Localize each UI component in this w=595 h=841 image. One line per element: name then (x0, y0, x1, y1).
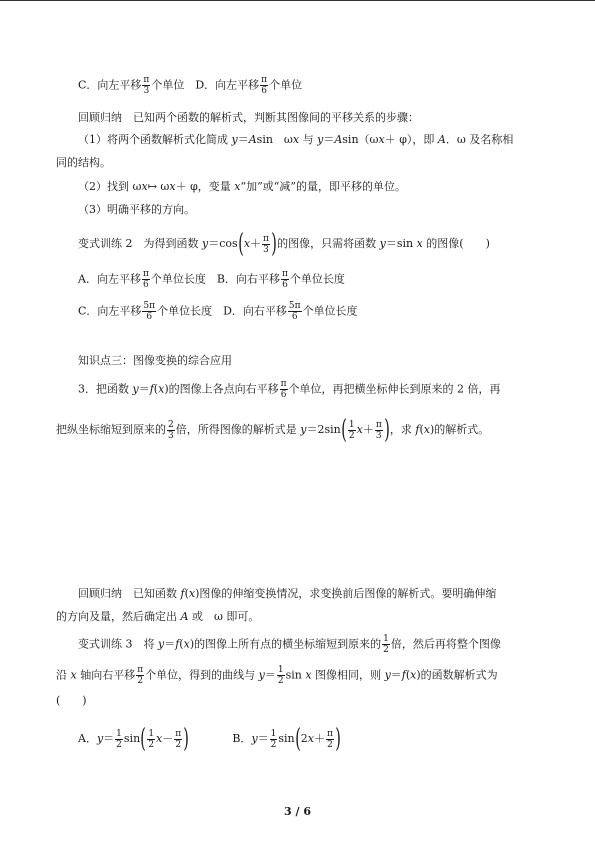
fraction-pi-3: $\frac{\pi}{3}$ (263, 233, 269, 255)
question-3-line-2: 把纵坐标缩短到原来的 $\frac{2}{3}$ 倍，所得图像的解析式是 y＝2sin( $\frac{1}{2}$ x＋ $\frac{\pi}{3}$ )，求 f(x)的解析式。 (56, 415, 490, 445)
variant-2-options-c-d: C．向左平移 $\frac{5\pi}{6}$ 个单位长度 D．向右平移 $\frac{5\pi}{6}$ 个单位长度 (78, 301, 358, 322)
summary-1-step-3: （3）明确平移的方向。 (78, 203, 195, 216)
option-a-text: A．向左平移 (78, 272, 141, 286)
variant-3-answer-blank: ( ) (56, 694, 87, 707)
variant-3-line-1: 变式训练 3 将 y＝f(x)的图像上所有点的横坐标缩短到原来的 $\frac{1}{2}$ 倍，然后再将整个图像 (78, 634, 501, 655)
summary-2-line-2: 的方向及量，然后确定出 A 或 ω 即可。 (56, 610, 260, 623)
summary-1-step-1-cont: 同的结构。 (56, 156, 111, 169)
option-d-text: D．向右平移 (223, 304, 287, 318)
summary-2-line-1: 回顾归纳 已知函数 f(x)图像的伸缩变换情况，求变换前后图像的解析式。要明确伸缩 (78, 587, 497, 600)
option-b-text: B．向右平移 (216, 272, 280, 286)
option-c-text: C．向左平移 (78, 304, 142, 318)
summary-1-step-1: （1）将两个函数解析式化简成 y＝Asin ωx 与 y＝Asin（ωx＋ φ），即 A．ω 及名称相 (78, 133, 514, 146)
variant-2-options-a-b: A．向左平移 $\frac{\pi}{6}$ 个单位长度 B．向右平移 $\frac{\pi}{6}$ 个单位长度 (78, 269, 345, 290)
option-a-text: A． (78, 732, 97, 745)
page-number: 3 / 6 (284, 805, 311, 818)
question-3-line-1: 3．把函数 y＝f(x)的图像上各点向右平移 $\frac{\pi}{6}$ 个单位，再把横坐标伸长到原来的 2 倍，再 (78, 379, 501, 400)
fraction-pi-6: $\frac{\pi}{6}$ (261, 75, 268, 96)
variant-3-line-2: 沿 x 轴向右平移 $\frac{\pi}{2}$ 个单位，得到的曲线与 y＝ $\frac{1}{2}$ sin x 图像相同，则 y＝f(x)的函数解析式为 (56, 665, 498, 686)
fraction-pi-3: $\frac{\pi}{3}$ (143, 75, 150, 96)
summary-1-step-2: （2）找到 ωx↦ ωx＋ φ，变量 x“加”或“减”的量，即平移的单位。 (78, 180, 407, 193)
option-c-d-line: C．向左平移 $\frac{\pi}{3}$ 个单位 D．向左平移 $\frac{\pi}{6}$ 个单位 (78, 75, 303, 96)
option-c-text: C．向左平移 (78, 78, 142, 92)
option-d-text: D．向左平移 (195, 78, 260, 92)
variant-2-question: 变式训练 2 为得到函数 y＝cos(x＋ $\frac{\pi}{3}$ )的图像，只需将函数 y＝sin x 的图像( ) (78, 229, 490, 259)
page-top-rule (0, 0, 595, 1)
option-b-text: B． (232, 732, 252, 745)
summary-1-title: 回顾归纳 已知两个函数的解析式，判断其图像间的平移关系的步骤： (78, 111, 419, 124)
knowledge-point-3-title: 知识点三：图像变换的综合应用 (78, 354, 232, 367)
variant-3-options-a-b: A．y＝ $\frac{1}{2}$ sin( $\frac{1}{2}$ x－ $\frac{\pi}{2}$ ) B．y＝ $\frac{1}{2}$ sin(2x＋ $\frac{\pi}{2}$ ) (78, 724, 341, 754)
